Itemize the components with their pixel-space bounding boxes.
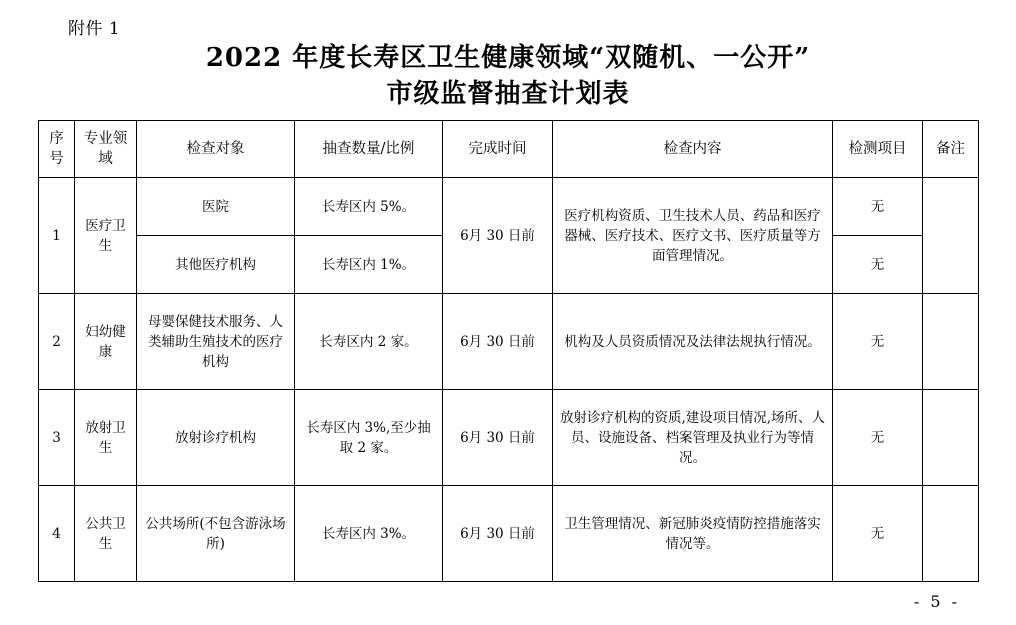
table-body xyxy=(39,178,979,582)
cell-test-item: 无 xyxy=(833,486,923,582)
table-header xyxy=(39,121,979,178)
table-header-row xyxy=(39,121,979,178)
inspection-plan-table xyxy=(38,120,979,582)
cell-no: 4 xyxy=(39,486,75,582)
header-deadline: 完成时间 xyxy=(443,121,553,178)
cell-object: 医院 xyxy=(137,178,295,236)
page-title-line2: 市级监督抽查计划表 xyxy=(386,79,630,109)
cell-no: 2 xyxy=(39,294,75,390)
cell-deadline: 6月 30 日前 xyxy=(443,178,553,294)
cell-quantity: 长寿区内 1%。 xyxy=(295,236,443,294)
cell-object: 放射诊疗机构 xyxy=(137,390,295,486)
cell-quantity: 长寿区内 3%。 xyxy=(295,486,443,582)
header-field: 专业领域 xyxy=(75,121,137,178)
header-content: 检查内容 xyxy=(553,121,833,178)
page-number: - 5 - xyxy=(913,592,960,611)
cell-remark xyxy=(923,390,979,486)
cell-remark xyxy=(923,294,979,390)
cell-object: 公共场所(不包含游泳场所) xyxy=(137,486,295,582)
table-row xyxy=(39,390,979,486)
cell-test-item: 无 xyxy=(833,294,923,390)
header-quantity: 抽查数量/比例 xyxy=(295,121,443,178)
cell-field: 公共卫生 xyxy=(75,486,137,582)
page-title xyxy=(0,40,1016,112)
cell-remark xyxy=(923,178,979,294)
page-title-line1: 2022 年度长寿区卫生健康领域“双随机、一公开” xyxy=(205,43,811,73)
cell-no: 3 xyxy=(39,390,75,486)
cell-object: 母婴保健技术服务、人类辅助生殖技术的医疗机构 xyxy=(137,294,295,390)
table-row xyxy=(39,178,979,236)
attachment-label: 附件 1 xyxy=(68,19,121,39)
header-no: 序号 xyxy=(39,121,75,178)
cell-deadline: 6月 30 日前 xyxy=(443,294,553,390)
cell-deadline: 6月 30 日前 xyxy=(443,486,553,582)
cell-deadline: 6月 30 日前 xyxy=(443,390,553,486)
cell-test-item: 无 xyxy=(833,236,923,294)
cell-content: 医疗机构资质、卫生技术人员、药品和医疗器械、医疗技术、医疗文书、医疗质量等方面管理情况。 xyxy=(553,178,833,294)
header-remark: 备注 xyxy=(923,121,979,178)
cell-content: 卫生管理情况、新冠肺炎疫情防控措施落实情况等。 xyxy=(553,486,833,582)
cell-content: 机构及人员资质情况及法律法规执行情况。 xyxy=(553,294,833,390)
cell-field: 放射卫生 xyxy=(75,390,137,486)
cell-quantity: 长寿区内 2 家。 xyxy=(295,294,443,390)
cell-object: 其他医疗机构 xyxy=(137,236,295,294)
plan-table-container xyxy=(38,120,978,582)
cell-quantity: 长寿区内 3%,至少抽取 2 家。 xyxy=(295,390,443,486)
cell-test-item: 无 xyxy=(833,390,923,486)
cell-quantity: 长寿区内 5%。 xyxy=(295,178,443,236)
cell-content: 放射诊疗机构的资质,建设项目情况,场所、人员、设施设备、档案管理及执业行为等情况。 xyxy=(553,390,833,486)
cell-field: 妇幼健康 xyxy=(75,294,137,390)
header-test-item: 检测项目 xyxy=(833,121,923,178)
cell-test-item: 无 xyxy=(833,178,923,236)
table-row xyxy=(39,486,979,582)
cell-remark xyxy=(923,486,979,582)
cell-field: 医疗卫生 xyxy=(75,178,137,294)
table-row xyxy=(39,294,979,390)
cell-no: 1 xyxy=(39,178,75,294)
header-object: 检查对象 xyxy=(137,121,295,178)
